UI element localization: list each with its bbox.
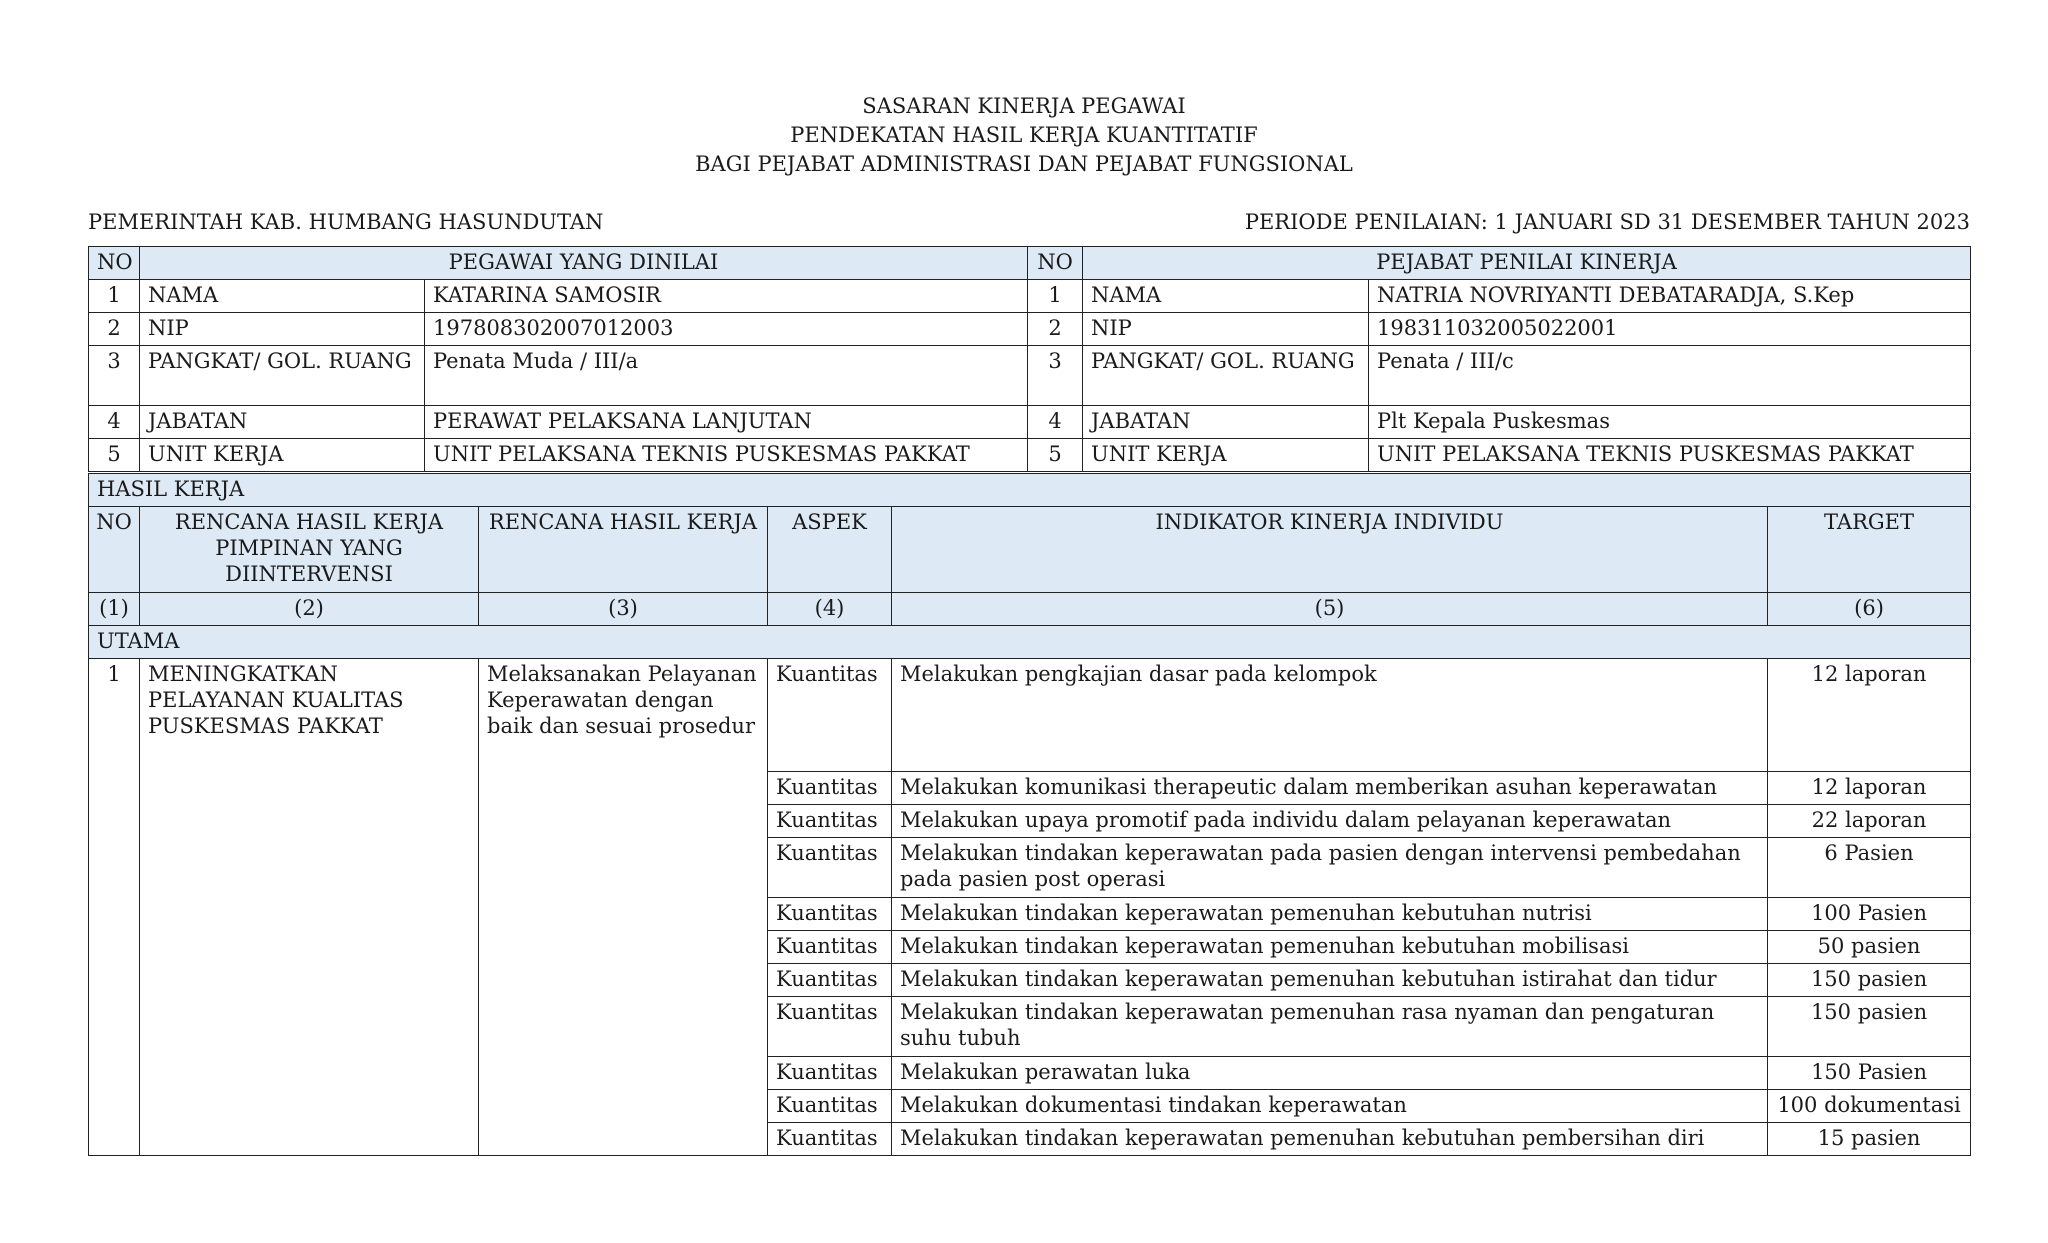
indikator-cell: Melakukan tindakan keperawatan pemenuhan kebutuhan nutrisi [892,898,1768,931]
penilai-value: Penata / III/c [1369,346,1971,406]
indikator-cell: Melakukan tindakan keperawatan pemenuhan kebutuhan mobilisasi [892,931,1768,964]
penilai-value: Plt Kepala Puskesmas [1369,406,1971,439]
column-number: (3) [479,593,768,626]
row-no: 1 [89,280,140,313]
aspek-cell: Kuantitas [768,838,892,898]
pegawai-value: KATARINA SAMOSIR [425,280,1028,313]
row-label: UNIT KERJA [1083,439,1369,472]
target-cell: 22 laporan [1768,805,1971,838]
target-cell: 6 Pasien [1768,838,1971,898]
hasil-kerja-label: HASIL KERJA [89,474,1971,507]
identity-row [89,280,1971,313]
aspek-cell: Kuantitas [768,772,892,805]
section-row [89,474,1971,507]
row-no: 3 [1028,346,1083,406]
penilai-value: NATRIA NOVRIYANTI DEBATARADJA, S.Kep [1369,280,1971,313]
column-number: (5) [892,593,1768,626]
row-label: UNIT KERJA [140,439,425,472]
indikator-cell: Melakukan upaya promotif pada individu dalam pelayanan keperawatan [892,805,1768,838]
pegawai-header: PEGAWAI YANG DINILAI [140,247,1028,280]
indikator-cell: Melakukan perawatan luka [892,1057,1768,1090]
row-label: NIP [140,313,425,346]
target-cell: 100 dokumentasi [1768,1090,1971,1123]
aspek-cell: Kuantitas [768,1057,892,1090]
aspek-cell: Kuantitas [768,1123,892,1156]
identity-row [89,406,1971,439]
column-number-row [89,593,1971,626]
aspek-cell: Kuantitas [768,1090,892,1123]
aspek-cell: Kuantitas [768,659,892,772]
penilai-value: 198311032005022001 [1369,313,1971,346]
row-label: NAMA [140,280,425,313]
row-no: 5 [1028,439,1083,472]
title-line-1: SASARAN KINERJA PEGAWAI [862,94,1186,118]
no-header-2: NO [1028,247,1083,280]
rencana-pimpinan: MENINGKATKAN PELAYANAN KUALITAS PUSKESMAS PAKKAT [140,659,479,1156]
aspek-cell: Kuantitas [768,931,892,964]
row-no: 2 [1028,313,1083,346]
row-no: 2 [89,313,140,346]
pegawai-value: 197808302007012003 [425,313,1028,346]
target-cell: 50 pasien [1768,931,1971,964]
column-number: (1) [89,593,140,626]
column-header: INDIKATOR KINERJA INDIVIDU [892,507,1768,593]
row-label: JABATAN [140,406,425,439]
row-label: PANGKAT/ GOL. RUANG [1083,346,1369,406]
indicator-row [89,659,1971,772]
column-header: RENCANA HASIL KERJA PIMPINAN YANG DIINTERVENSI [140,507,479,593]
row-no: 3 [89,346,140,406]
target-cell: 150 Pasien [1768,1057,1971,1090]
indikator-cell: Melakukan pengkajian dasar pada kelompok [892,659,1768,772]
group-row [89,626,1971,659]
penilai-header: PEJABAT PENILAI KINERJA [1083,247,1971,280]
aspek-cell: Kuantitas [768,997,892,1057]
aspek-cell: Kuantitas [768,964,892,997]
row-label: PANGKAT/ GOL. RUANG [140,346,425,406]
pegawai-value: PERAWAT PELAKSANA LANJUTAN [425,406,1028,439]
document-header-line [88,210,1970,234]
row-no: 4 [1028,406,1083,439]
identity-row [89,346,1971,406]
target-cell: 150 pasien [1768,964,1971,997]
indikator-cell: Melakukan tindakan keperawatan pemenuhan kebutuhan pembersihan diri [892,1123,1768,1156]
target-cell: 12 laporan [1768,659,1971,772]
column-header: TARGET [1768,507,1971,593]
row-no: 5 [89,439,140,472]
column-header-row [89,507,1971,593]
penilai-value: UNIT PELAKSANA TEKNIS PUSKESMAS PAKKAT [1369,439,1971,472]
column-number: (2) [140,593,479,626]
title-line-2: PENDEKATAN HASIL KERJA KUANTITATIF [790,123,1258,147]
indikator-cell: Melakukan tindakan keperawatan pemenuhan kebutuhan istirahat dan tidur [892,964,1768,997]
instansi-label: PEMERINTAH KAB. HUMBANG HASUNDUTAN [88,210,604,234]
entry-no: 1 [89,659,140,1156]
row-no: 1 [1028,280,1083,313]
no-header: NO [89,247,140,280]
indikator-cell: Melakukan tindakan keperawatan pemenuhan rasa nyaman dan pengaturan suhu tubuh [892,997,1768,1057]
column-header: ASPEK [768,507,892,593]
utama-label: UTAMA [89,626,1971,659]
document-title [0,92,2048,179]
column-header: NO [89,507,140,593]
row-label: NAMA [1083,280,1369,313]
indikator-cell: Melakukan tindakan keperawatan pada pasien dengan intervensi pembedahan pada pasien post operasi [892,838,1768,898]
rencana-hasil-kerja: Melaksanakan Pelayanan Keperawatan dengan baik dan sesuai prosedur [479,659,768,1156]
identity-row [89,313,1971,346]
row-label: NIP [1083,313,1369,346]
column-number: (6) [1768,593,1971,626]
periode-label: PERIODE PENILAIAN: 1 JANUARI SD 31 DESEMBER TAHUN 2023 [1244,210,1970,234]
target-cell: 100 Pasien [1768,898,1971,931]
identity-header-row [89,247,1971,280]
indikator-cell: Melakukan komunikasi therapeutic dalam memberikan asuhan keperawatan [892,772,1768,805]
pegawai-value: UNIT PELAKSANA TEKNIS PUSKESMAS PAKKAT [425,439,1028,472]
column-header: RENCANA HASIL KERJA [479,507,768,593]
pegawai-value: Penata Muda / III/a [425,346,1028,406]
aspek-cell: Kuantitas [768,898,892,931]
title-line-3: BAGI PEJABAT ADMINISTRASI DAN PEJABAT FUNGSIONAL [695,152,1353,176]
aspek-cell: Kuantitas [768,805,892,838]
target-cell: 15 pasien [1768,1123,1971,1156]
indikator-cell: Melakukan dokumentasi tindakan keperawatan [892,1090,1768,1123]
target-cell: 12 laporan [1768,772,1971,805]
row-no: 4 [89,406,140,439]
identity-table [88,246,1971,472]
target-cell: 150 pasien [1768,997,1971,1057]
hasil-kerja-table [88,473,1971,1156]
row-label: JABATAN [1083,406,1369,439]
column-number: (4) [768,593,892,626]
identity-row [89,439,1971,472]
